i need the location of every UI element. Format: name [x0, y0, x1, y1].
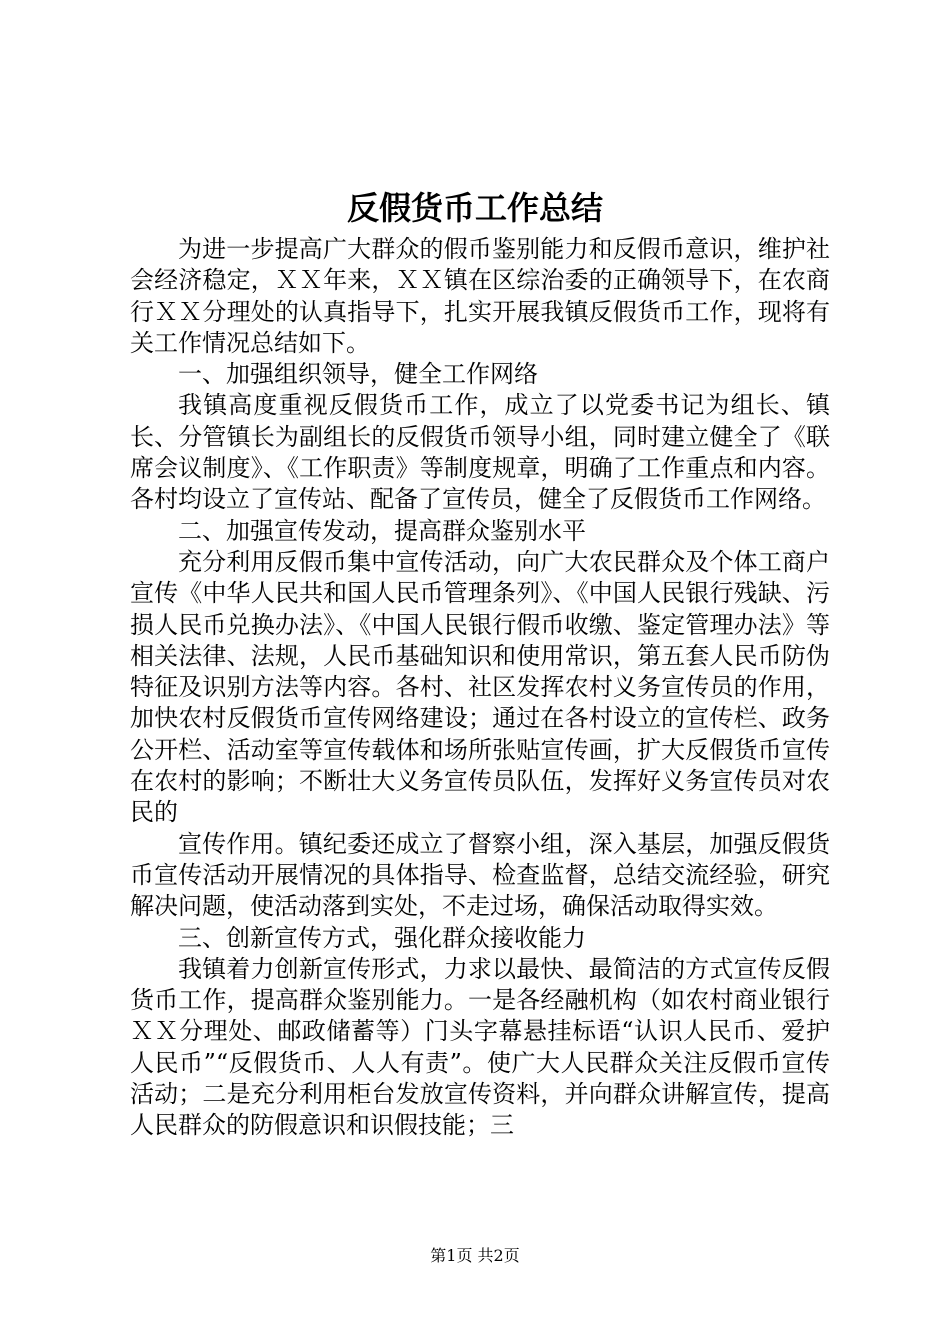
paragraph-intro: 为进一步提高广大群众的假币鉴别能力和反假币意识，维护社会经济稳定，ＸＸ年来，ＸＸ镇在区综治委的正确领导下，在农商行ＸＸ分理处的认真指导下，扎实开展我镇反假货币工作，现将有关工作情况总结如下。	[130, 235, 830, 357]
page-footer: 第1页 共2页	[430, 1246, 520, 1265]
section-heading-3: 三、创新宣传方式，强化群众接收能力	[178, 923, 586, 952]
paragraph-innovation: 我镇着力创新宣传形式，力求以最快、最简洁的方式宣传反假货币工作，提高群众鉴别能力。一是各经融机构（如农村商业银行ＸＸ分理处、邮政储蓄等）门头字幕悬挂标语“认识人民币、爱护人民币”“反假货币、人人有责”。使广大人民群众关注反假币宣传活动；二是充分利用柜台发放宣传资料，并向群众讲解宣传，提高人民群众的防假意识和识假技能；三	[130, 954, 830, 1140]
section-heading-1: 一、加强组织领导，健全工作网络	[178, 360, 538, 389]
document-title: 反假货币工作总结	[346, 189, 603, 227]
section-heading-2: 二、加强宣传发动，提高群众鉴别水平	[178, 516, 586, 545]
document-body	[130, 234, 830, 1142]
paragraph-supervision: 宣传作用。镇纪委还成立了督察小组，深入基层，加强反假货币宣传活动开展情况的具体指导、检查监督，总结交流经验，研究解决问题，使活动落到实处，不走过场，确保活动取得实效。	[130, 829, 830, 921]
paragraph-organization: 我镇高度重视反假货币工作，成立了以党委书记为组长、镇长、分管镇长为副组长的反假货币领导小组，同时建立健全了《联席会议制度》、《工作职责》等制度规章，明确了工作重点和内容。各村均设立了宣传站、配备了宣传员，健全了反假货币工作网络。	[130, 391, 830, 514]
paragraph-publicity: 充分利用反假币集中宣传活动，向广大农民群众及个体工商户宣传《中华人民共和国人民币管理条列》、《中国人民银行残缺、污损人民币兑换办法》、《中国人民银行假币收缴、鉴定管理办法》等相关法律、法规，人民币基础知识和使用常识，第五套人民币防伪特征及识别方法等内容。各村、社区发挥农村义务宣传员的作用，加快农村反假货币宣传网络建设；通过在各村设立的宣传栏、政务公开栏、活动室等宣传载体和场所张贴宣传画，扩大反假货币宣传在农村的影响；不断壮大义务宣传员队伍，发挥好义务宣传员对农民的	[130, 547, 830, 827]
